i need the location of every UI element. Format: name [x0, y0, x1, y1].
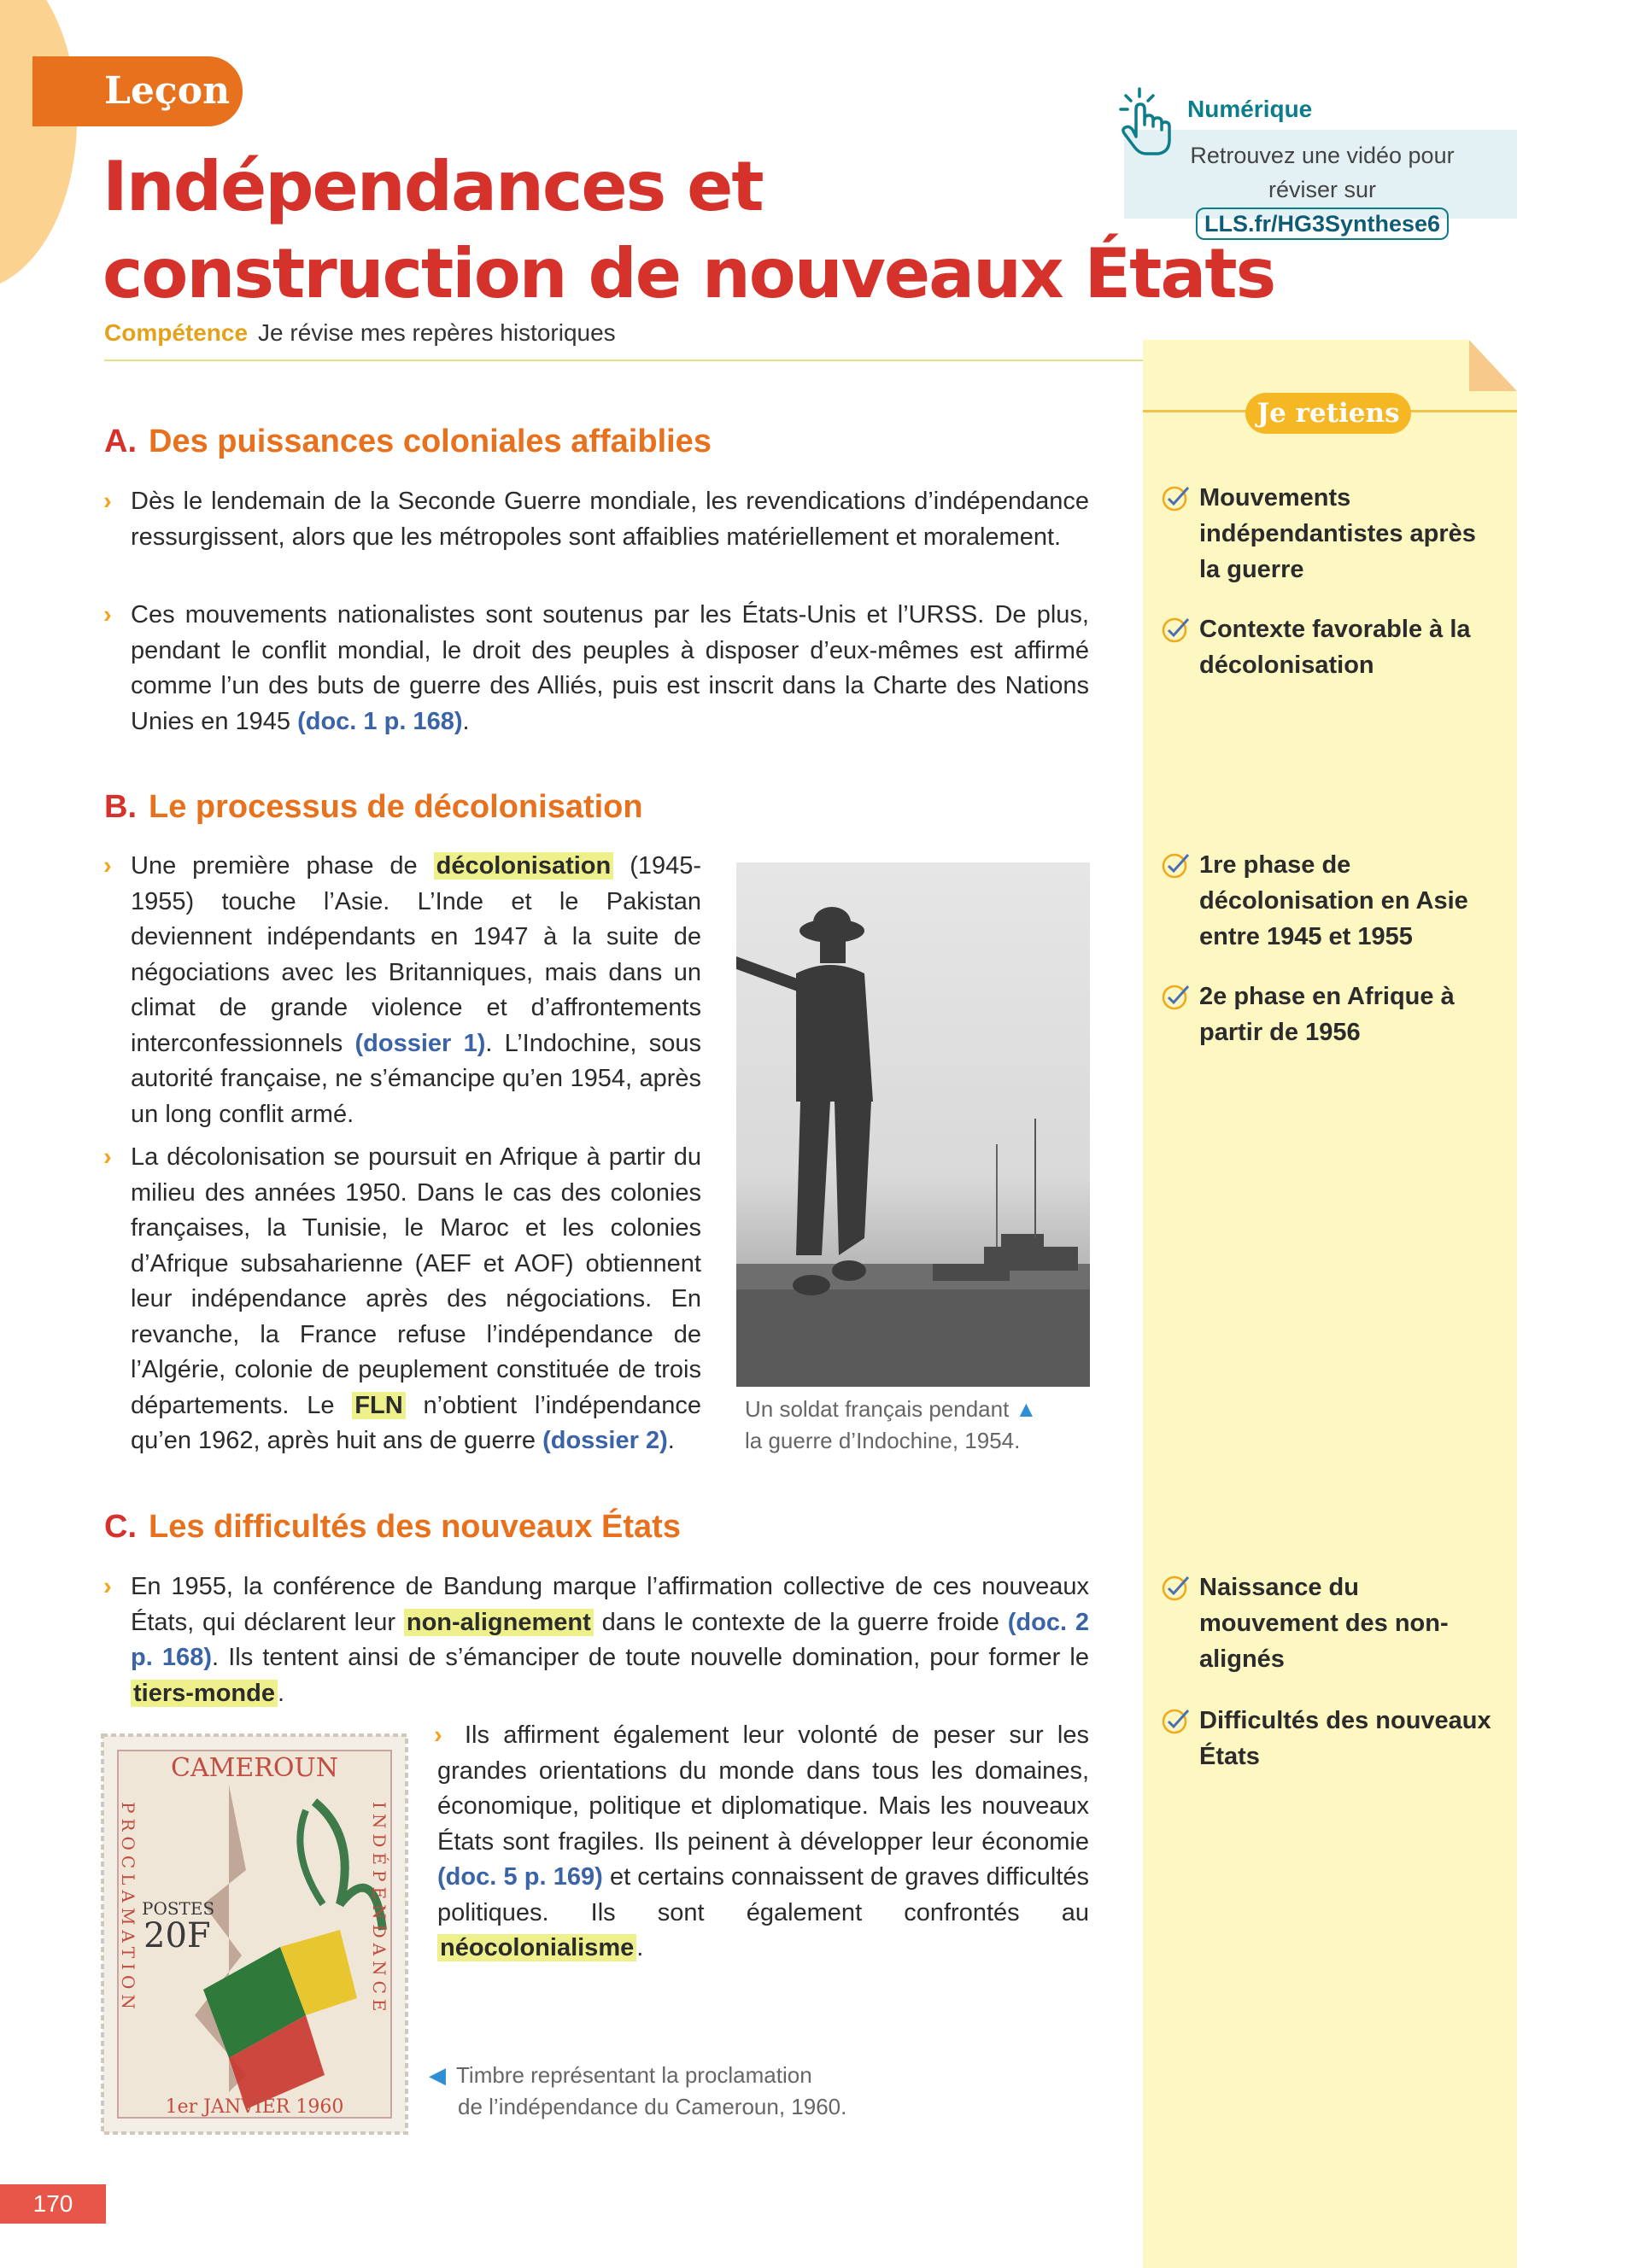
section-a-paragraph-1: › Dès le lendemain de la Seconde Guerre mondiale, les revendications d’indépendance ressurgissent, alors que les métropoles sont affaiblies matériellement et moralement.: [103, 488, 1089, 551]
je-retiens-badge: Je retiens: [1245, 393, 1411, 434]
up-triangle-icon: ▲: [1015, 1396, 1038, 1422]
check-circle-icon: [1162, 615, 1191, 644]
numerique-text: [1143, 138, 1502, 241]
check-circle-icon: [1162, 982, 1191, 1011]
check-circle-icon: [1162, 483, 1191, 512]
section-b-paragraph-1: › Une première phase de décolonisation (1945-1955) touche l’Asie. L’Inde et le Pakistan deviennent indépendants en 1947 à la suite de négociations avec les Britanniques, mais dans un climat de grande violence et d’affrontements interconfessionnels (dossier 1). L’Indochine, sous autorité française, ne s’émancipe qu’en 1954, après un long conflit armé.: [103, 852, 702, 1128]
retiens-item: Naissance du mouvement des non-alignés: [1162, 1569, 1503, 1677]
soldier-photo: [736, 862, 1090, 1387]
left-triangle-icon: ◀: [429, 2062, 446, 2088]
section-a-paragraph-2: › Ces mouvements nationalistes sont soutenus par les États-Unis et l’URSS. De plus, pendant le conflit mondial, le droit des peuples à disposer d’eux-mêmes est affirmé comme l’un des buts de guerre des Alliés, puis est inscrit dans la Charte des Nations Unies en 1945 (doc. 1 p. 168).: [103, 601, 1089, 735]
check-circle-icon: [1162, 1573, 1191, 1602]
stamp-date-text: 1er JANVIER 1960: [165, 2096, 344, 2118]
page-number: 170: [0, 2184, 106, 2224]
section-c-heading: C. Les difficultés des nouveaux États: [104, 1509, 681, 1545]
header-rule: [104, 359, 1145, 361]
dossier-reference[interactable]: (dossier 1): [354, 1029, 486, 1057]
doc-reference[interactable]: (doc. 2 p. 168): [131, 1608, 1089, 1671]
retiens-item: 2e phase en Afrique à partir de 1956: [1162, 979, 1503, 1050]
competence-text: Je révise mes repères historiques: [258, 319, 616, 346]
doc-reference[interactable]: (doc. 1 p. 168): [297, 707, 463, 735]
check-circle-icon: [1162, 850, 1191, 880]
title-line-2: construction de nouveaux États: [102, 234, 1275, 313]
retiens-item: Mouvements indépendantistes après la guerre: [1162, 480, 1503, 587]
stamp-postes-text: POSTES: [142, 1898, 215, 1919]
section-b-paragraph-2: › La décolonisation se poursuit en Afrique à partir du milieu des années 1950. Dans le cas des colonies françaises, la Tunisie, le Maroc et les colonies d’Afrique subsaharienne (AEF et AOF) obtiennent leur indépendance après des négociations. En revanche, la France refuse l’indépendance de l’Algérie, colonie de peuplement constituée de trois départements. Le FLN n’obtient l’indépendance qu’en 1962, après huit ans de guerre (dossier 2).: [103, 1143, 702, 1454]
retiens-item: 1re phase de décolonisation en Asie entre 1945 et 1955: [1162, 847, 1503, 955]
numerique-link[interactable]: LLS.fr/HG3Synthese6: [1196, 208, 1449, 240]
dossier-reference[interactable]: (dossier 2): [542, 1427, 668, 1454]
lecon-tab: Leçon: [32, 56, 243, 126]
doc-reference[interactable]: (doc. 5 p. 169): [437, 1863, 603, 1891]
photo-caption: Un soldat français pendant ▲ la guerre d’Indochine, 1954.: [745, 1396, 1038, 1453]
competence: [104, 319, 616, 347]
numerique-line-1: Retrouvez une vidéo pour: [1190, 143, 1455, 168]
glossary-term[interactable]: décolonisation: [434, 852, 614, 880]
competence-label: Compétence: [104, 319, 249, 346]
glossary-term[interactable]: FLN: [352, 1392, 405, 1419]
glossary-term[interactable]: néocolonialisme: [437, 1934, 636, 1961]
retiens-item: Difficultés des nouveaux États: [1162, 1703, 1503, 1774]
retiens-item: Contexte favorable à la décolonisation: [1162, 611, 1503, 683]
section-a-heading: A. Des puissances coloniales affaiblies: [104, 424, 712, 459]
section-b-heading: B. Le processus de décolonisation: [104, 789, 643, 825]
page-title: [102, 143, 1275, 318]
stamp-country-text: CAMEROUN: [171, 1753, 338, 1783]
decorative-circle: [0, 0, 77, 290]
page-fold-corner: [1469, 340, 1517, 391]
section-c-paragraph-2: › Ils affirment également leur volonté de peser sur les grandes orientations du monde dans tous les domaines, économique, politique et diplomatique. Mais les nouveaux États sont fragiles. Ils peinent à développer leur économie (doc. 5 p. 169) et certains connaissent de graves difficultés politiques. Ils sont également confrontés au néocolonialisme .: [434, 1721, 1089, 1961]
check-circle-icon: [1162, 1706, 1191, 1735]
cameroon-stamp: [101, 1733, 408, 2135]
stamp-right-text: INDÉPENDANCE: [369, 1802, 390, 2017]
stamp-left-text: PROCLAMATION: [118, 1802, 138, 2014]
section-c-paragraph-1: › En 1955, la conférence de Bandung marque l’affirmation collective de ces nouveaux États, qui déclarent leur non-alignement dans le contexte de la guerre froide (doc. 2 p. 168). Ils tentent ainsi de s’émanciper de toute nouvelle domination, pour former le tiers-monde .: [103, 1573, 1090, 1707]
numerique-title: Numérique: [1187, 96, 1313, 122]
stamp-value-text: 20F: [144, 1916, 211, 1955]
title-line-1: Indépendances et: [102, 147, 763, 226]
stamp-caption: ◀ Timbre représentant la proclamation de l’indépendance du Cameroun, 1960.: [429, 2062, 847, 2119]
glossary-term[interactable]: non-alignement: [404, 1609, 594, 1636]
glossary-term[interactable]: tiers-monde: [131, 1680, 278, 1707]
numerique-prefix: réviser sur: [1268, 177, 1377, 202]
